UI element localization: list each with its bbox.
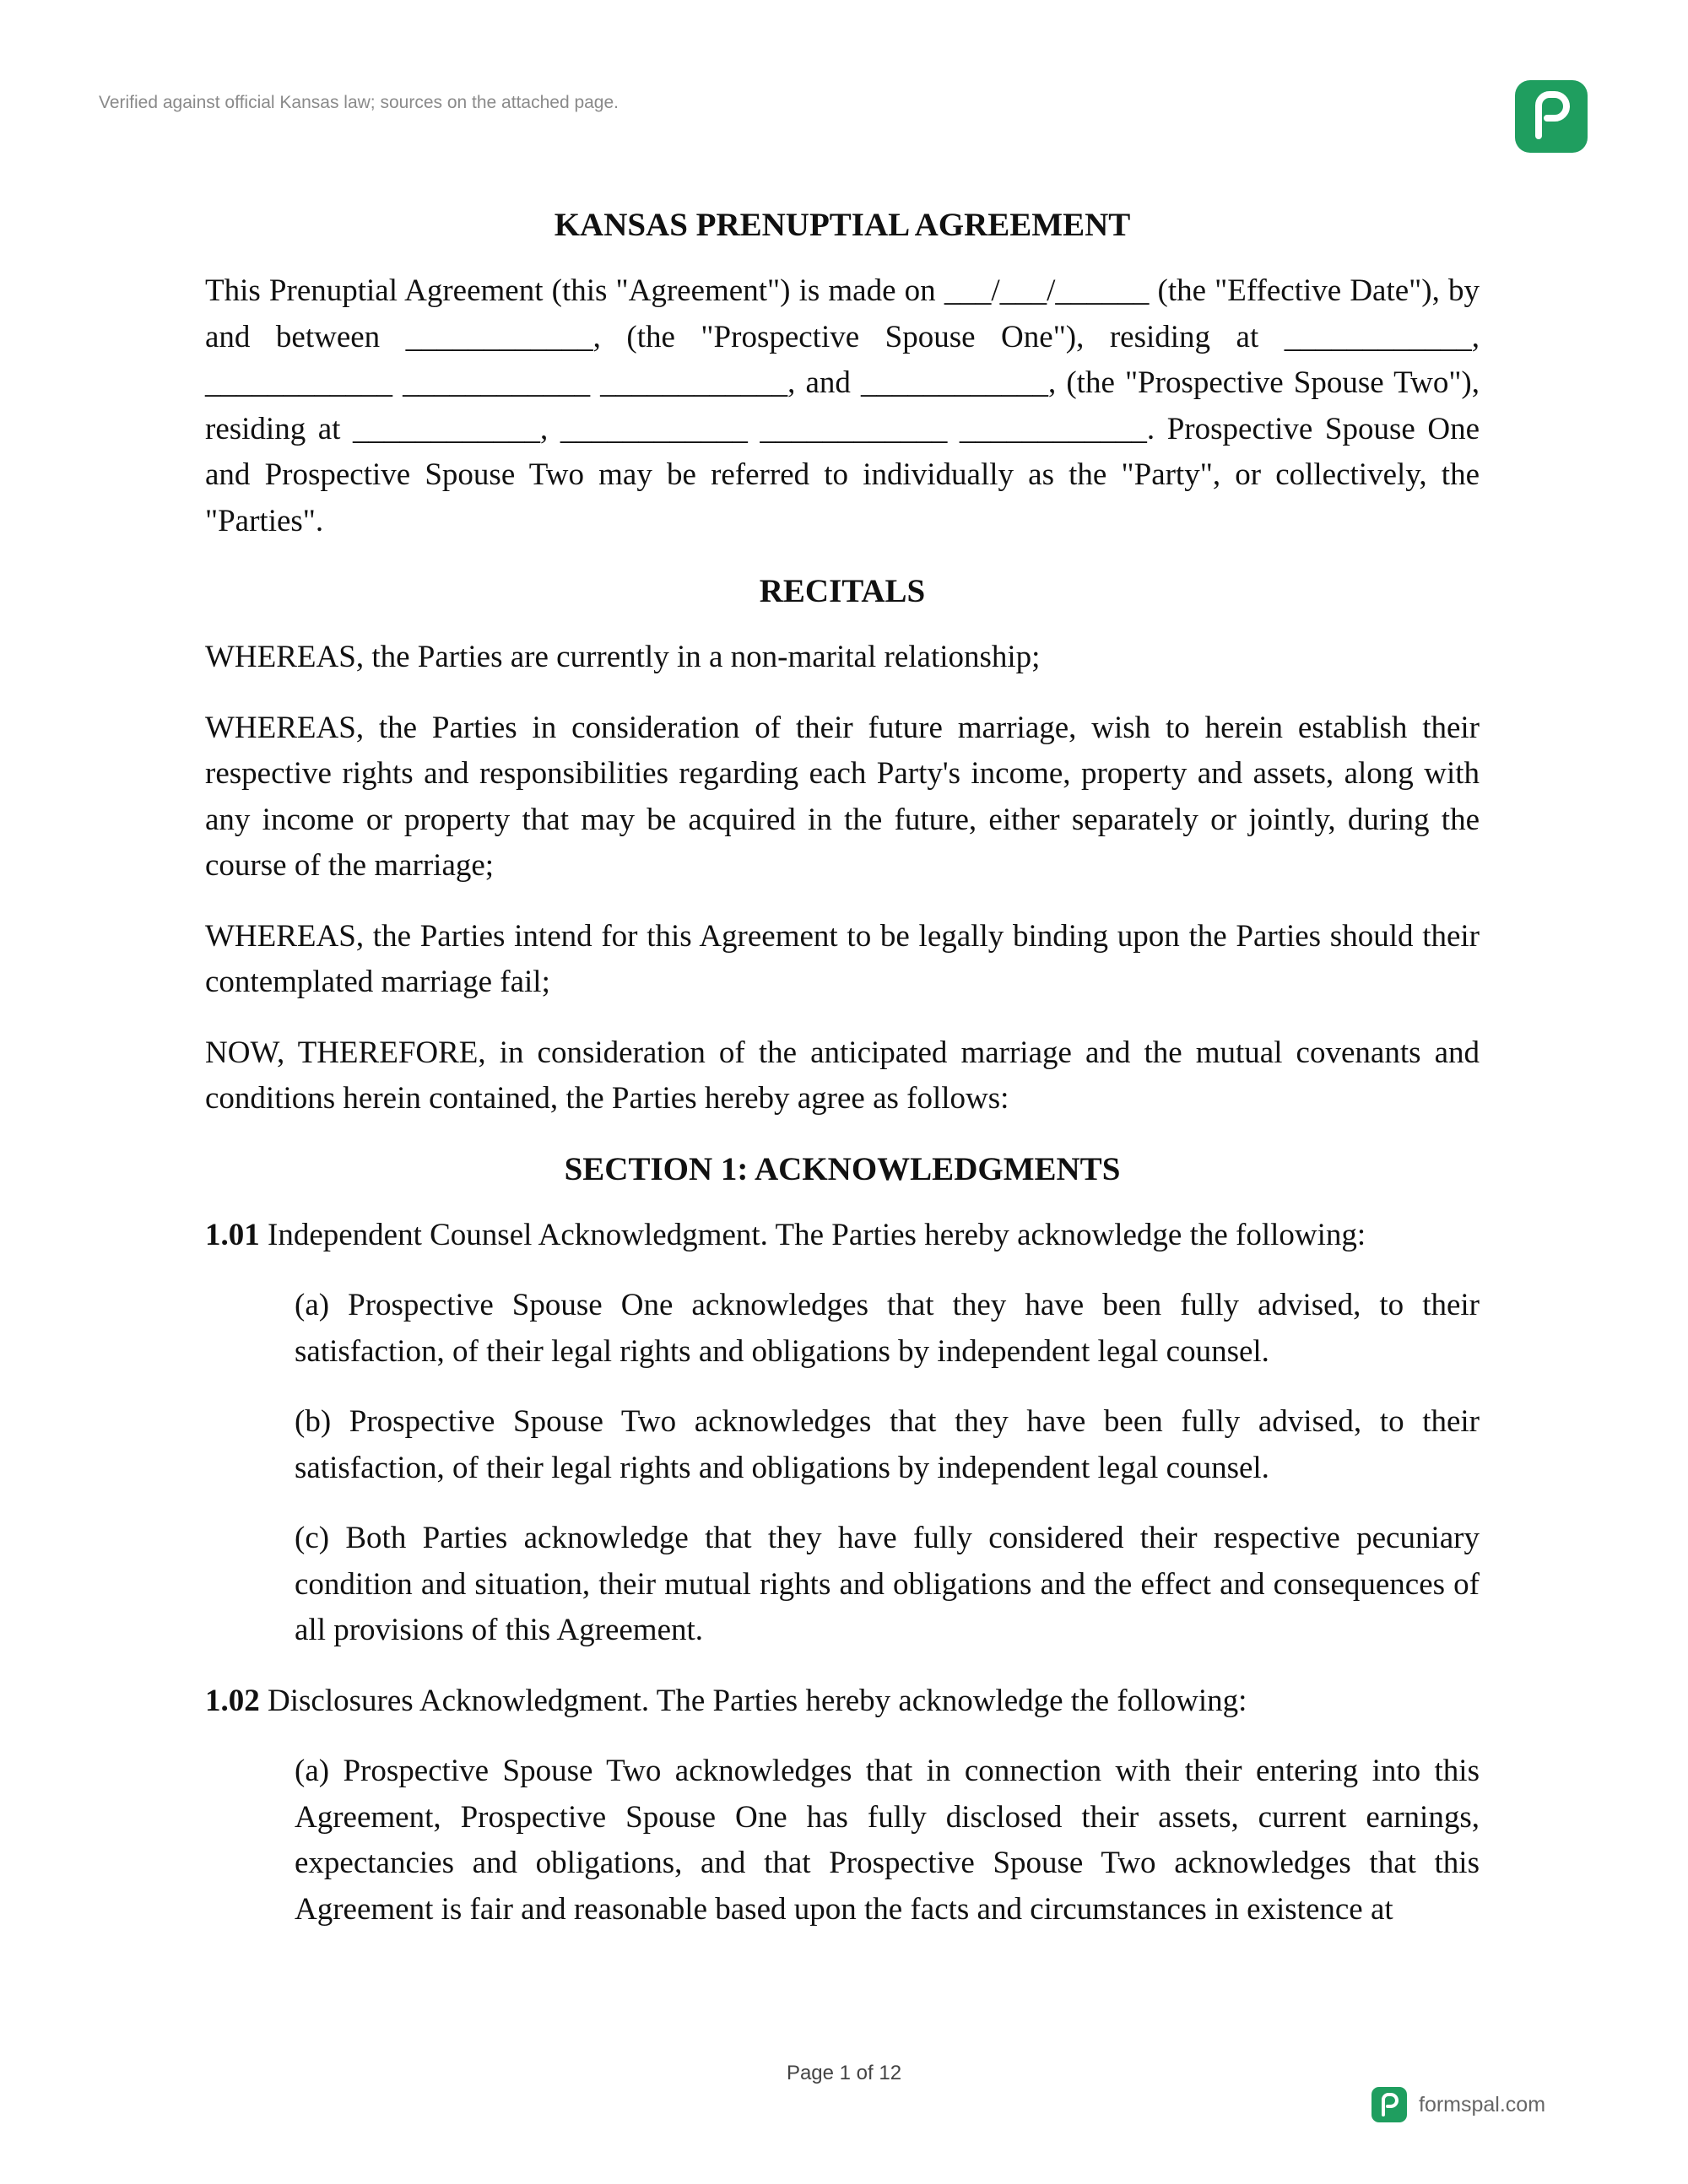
- clause-item: (c) Both Parties acknowledge that they have fully considered their respective pecuniary condition and situation, their mutual rights and obligations and the effect and consequences of all provisions of this Agreement.: [295, 1521, 1480, 1647]
- intro-paragraph: This Prenuptial Agreement (this "Agreement") is made on ___/___/______ (the "Effective Date"), by and between ____________, (the "Prospective Spouse One"), residing at ____________, ____________ ____________ ____________, and ____________, (the "Prospective Spouse Two"), residing at ____________, ____________ ____________ ____________. Prospective Spouse One and Prospective Spouse Two may be referred to individually as the "Party", or collectively, the "Parties".: [205, 273, 1480, 538]
- brand-link[interactable]: [1372, 2086, 1545, 2123]
- page-number: Page 1 of 12: [786, 2062, 902, 2084]
- formspal-logo-icon: [1515, 80, 1588, 153]
- recital-paragraph: WHEREAS, the Parties intend for this Agreement to be legally binding upon the Parties should their contemplated marriage fail;: [205, 918, 1480, 999]
- clause-1-02: [205, 1679, 1480, 1725]
- recitals-heading: RECITALS: [759, 573, 926, 609]
- clause-text: Disclosures Acknowledgment. The Parties hereby acknowledge the following:: [259, 1683, 1247, 1718]
- clause-item: (a) Prospective Spouse Two acknowledges that in connection with their entering into this Agreement, Prospective Spouse One has fully disclosed their assets, current earnings, expectancies and obligations, and that Prospective Spouse Two acknowledges that this Agreement is fair and reasonable based upon the facts and circumstances in existence at: [295, 1754, 1480, 1927]
- section-1-heading: SECTION 1: ACKNOWLEDGMENTS: [564, 1150, 1121, 1187]
- clause-text: Independent Counsel Acknowledgment. The Parties hereby acknowledge the following:: [259, 1217, 1366, 1252]
- document-body: [205, 203, 1480, 1957]
- verified-note: Verified against official Kansas law; sources on the attached page.: [99, 93, 619, 112]
- document-title: KANSAS PRENUPTIAL AGREEMENT: [554, 207, 1131, 243]
- brand-name: formspal.com: [1419, 2092, 1546, 2116]
- clause-number: 1.01: [205, 1217, 260, 1252]
- formspal-small-logo-icon: [1372, 2087, 1407, 2122]
- recital-paragraph: WHEREAS, the Parties in consideration of their future marriage, wish to herein establish their respective rights and responsibilities regarding each Party's income, property and assets, along with any income or property that may be acquired in the future, either separately or jointly, during the course of the marriage;: [205, 710, 1480, 883]
- clause-item: (b) Prospective Spouse Two acknowledges that they have been fully advised, to their satisfaction, of their legal rights and obligations by independent legal counsel.: [295, 1404, 1480, 1485]
- recital-paragraph: NOW, THEREFORE, in consideration of the anticipated marriage and the mutual covenants and conditions herein contained, the Parties hereby agree as follows:: [205, 1035, 1480, 1116]
- clause-item: (a) Prospective Spouse One acknowledges that they have been fully advised, to their satisfaction, of their legal rights and obligations by independent legal counsel.: [295, 1288, 1480, 1369]
- clause-1-01: [205, 1213, 1480, 1259]
- clause-number: 1.02: [205, 1683, 260, 1718]
- recital-paragraph: WHEREAS, the Parties are currently in a non-marital relationship;: [205, 640, 1041, 674]
